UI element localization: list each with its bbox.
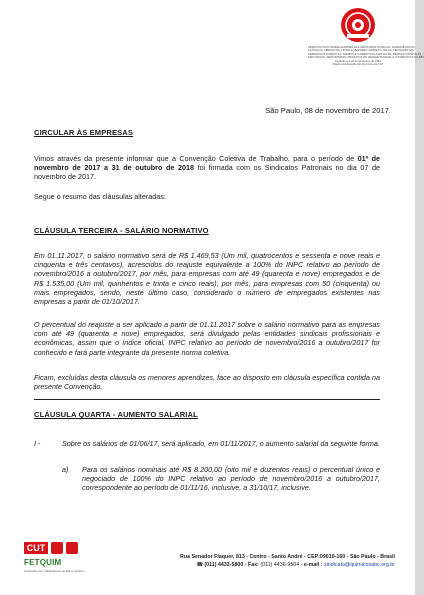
fax-label: - Fax:: [244, 562, 259, 568]
email-label: - e-mail :: [300, 562, 323, 568]
document-date: São Paulo, 08 de novembro de 2017.: [265, 106, 391, 115]
union-line: DEFENSIVOS AGRÍCOLAS, ADUBOS E CORRETIVOS AGRÍCOLAS, RESINAS SINTÉTICAS,: [308, 52, 422, 56]
clause3-paragraph-1: Em 01.11.2017, o salário normativo será de R$ 1.469,53 (Um mil, quatrocentos e sessenta e nove reais e cinquenta e três centavos), acrescidos do reajuste equivalente a 100% do INPC relativo ao período de novembro/2016 a outubro/2017, por mês, para empresas com até 49 (quarenta e nove) empregados e de R$ 1.535,00 (Um mil, quinhentos e trinta e cinco reais), por mês, para empresas com 50 (cinquenta) ou mais empregados, sendo, neste último caso, considerado o número de empregados existentes nas empresas a partir de 01/10/2017.: [34, 251, 380, 307]
phone-number: (011) 4433-5800: [204, 562, 244, 568]
footer-contact: [196, 562, 395, 568]
intro-text-start: Vimos através da presente informar que a Convenção Coletiva de Trabalho, para o período de: [34, 154, 358, 163]
partner-logo-icon: [66, 542, 78, 554]
union-header: [308, 6, 424, 67]
fetquim-subtitle: Federação dos Trabalhadores do Ramo Químico: [24, 569, 85, 573]
clause4-item-i-label: I -: [34, 439, 41, 448]
clause4-item-a-label: a): [62, 465, 69, 474]
union-line: Fundado em 18 de dezembro de 1953: [335, 59, 381, 63]
union-line: EXPLOSIVOS, PERFUMARIAS, PRODUTOS DE HIGIENE PESSOAL E COSMÉTICOS DO ABC: [308, 56, 424, 60]
cut-logo: CUT: [24, 542, 48, 554]
clause4-title: CLÁUSULA QUARTA - AUMENTO SALARIAL: [34, 410, 198, 419]
partner-logo-icon: [51, 542, 63, 554]
footer-logos: [24, 542, 94, 590]
section-divider: [34, 399, 380, 400]
clause3-paragraph-3: Ficam, excluídas desta cláusula os menores aprendizes, face ao disposto em cláusula específica contida na presente Convenção.: [34, 373, 380, 392]
fax-number: (011) 4436-9504: [260, 562, 300, 568]
phone-icon: ☎: [196, 562, 203, 568]
union-name-block: [308, 46, 424, 67]
email-link[interactable]: sindicato@quimicosabc.org.br: [323, 562, 395, 568]
intro-period: 01º de novembro de 2017 a 31 de outubro de 2018: [34, 154, 380, 173]
fetquim-logo: FETQUIM: [24, 558, 62, 567]
union-line: PLÁSTICAS, ABRASIVOS, TINTAS E VERNIZES, SABÕES E VELAS, FERTILIZANTES,: [308, 49, 415, 53]
clause4-item-a-text: Para os salários nominais até R$ 8.200,00 (oito mil e duzentos reais) o percentual único e negociado de 100% do INPC relativo ao período de novembro/2016 a outubro/2017, correspondente ao período de 01/11/16, inclusive, a 31/10/17, inclusive.: [82, 465, 380, 493]
footer-address: Rua Senador Flaquer, 813 - Centro - Santo André - CEP:09010-160 - São Paulo - Brasil: [180, 554, 395, 560]
intro-summary-line: Segue o resumo das cláusulas alteradas:: [34, 192, 166, 201]
clause3-paragraph-2: O percentual do reajuste a ser aplicado a partir de 01.11.2017 sobre o salário normativo para as empresas com até 49 (quarenta e nove) empregados, será divulgado pelas entidades sindicais profissionais e econômicas, assim que o índice oficial, INPC relativo ao período de novembro/2016 a outubro/2017 for conhecido e fará parte integrante da presente norma coletiva.: [34, 320, 380, 357]
union-line: Filiado à Federação dos Químicos da CUT: [332, 63, 384, 67]
circular-title: CIRCULAR ÀS EMPRESAS: [34, 128, 134, 137]
intro-text-end: foi firmada com os Sindicatos Patronais no dia 07 de novembro de 2017.: [34, 163, 380, 182]
clause3-title: CLÁUSULA TERCEIRA - SALÁRIO NORMATIVO: [34, 226, 209, 235]
union-logo-icon: [338, 6, 378, 44]
intro-paragraph: [34, 154, 380, 182]
union-line: SINDICATO DOS TRABALHADORES NAS INDÚSTRIAS QUÍMICAS, FARMACÊUTICAS,: [308, 46, 416, 49]
clause4-item-i-text: Sobre os salários de 01/06/17, será aplicado, em 01/11/2017, o aumento salarial da seguinte forma.: [62, 439, 380, 448]
